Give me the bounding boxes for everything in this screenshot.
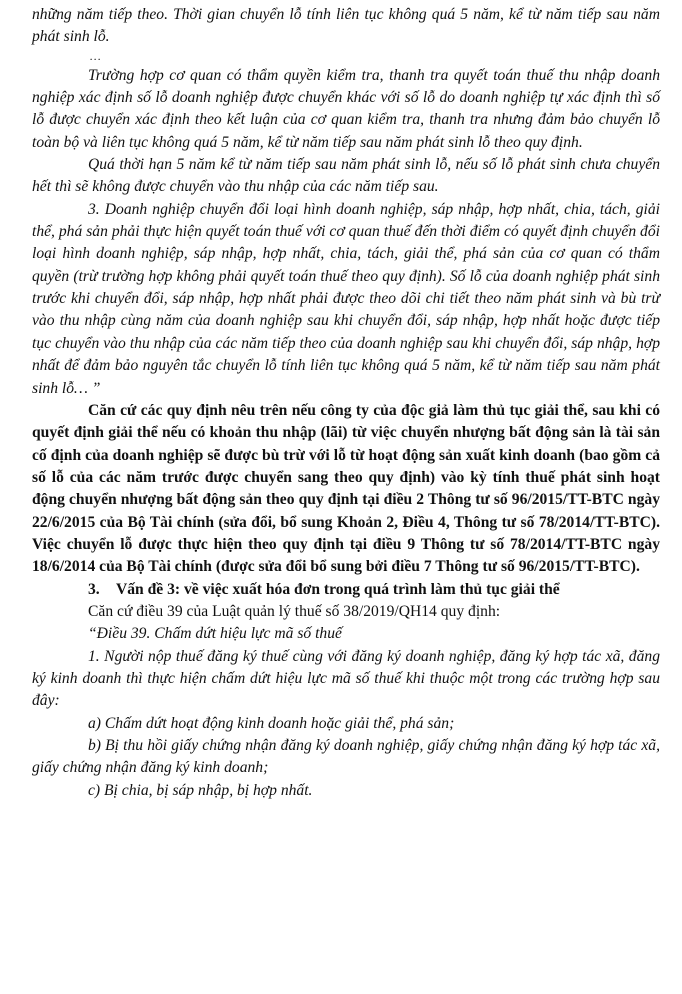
paragraph-conclusion: Căn cứ các quy định nêu trên nếu công ty của độc giả làm thủ tục giải thể, sau khi có quyết định giải thể nếu có khoản thu nhập (lãi) từ việc chuyển nhượng bất động sản là tài sản cố định của doanh nghiệp sẽ được bù trừ với lỗ từ hoạt động sản xuất kinh doanh (bao gồm cả số lỗ của các năm trước được chuyển sang theo quy định) vào kỳ tính thuế phát sinh hoạt động chuyển nhượng bất động sản theo quy định tại điều 2 Thông tư số 96/2015/TT-BTC ngày 22/6/2015 của Bộ Tài chính (sửa đổi, bổ sung Khoản 2, Điều 4, Thông tư số 78/2014/TT-BTC). Việc chuyển lỗ được thực hiện theo quy định tại điều 9 Thông tư số 78/2014/TT-BTC ngày 18/6/2014 của Bộ Tài chính (được sửa đổi bổ sung bởi điều 7 Thông tư số 96/2015/TT-BTC). xyxy=(32,401,660,576)
section-heading-number: 3. xyxy=(88,580,100,598)
article-39-title: “Điều 39. Chấm dứt hiệu lực mã số thuế xyxy=(88,625,342,643)
paragraph-loss-carryforward-end: những năm tiếp theo. Thời gian chuyển lỗ tính liên tục không quá 5 năm, kể từ năm tiếp sau năm phát sinh lỗ. xyxy=(32,6,660,46)
paragraph-conversion-merger: 3. Doanh nghiệp chuyển đổi loại hình doanh nghiệp, sáp nhập, hợp nhất, chia, tách, giải thể, phá sản phải thực hiện quyết toán thuế với cơ quan thuế đến thời điểm có quyết định chuyển đổi loại hình doanh nghiệp, sáp nhập, hợp nhất, chia, tách, giải thể, phá sản của cơ quan có thẩm quyền (trừ trường hợp không phải quyết toán thuế theo quy định). Số lỗ của doanh nghiệp phát sinh trước khi chuyển đổi, sáp nhập, hợp nhất phải được theo dõi chi tiết theo năm phát sinh và bù trừ vào thu nhập cùng năm của doanh nghiệp sau khi chuyển đổi, sáp nhập, hợp nhất hoặc được tiếp tục chuyển vào thu nhập của các năm tiếp theo của doanh nghiệp sau khi chuyển đổi, sáp nhập, hợp nhất để đảm bảo nguyên tắc chuyển lỗ tính liên tục không quá 5 năm, kể từ năm tiếp sau năm phát sinh lỗ… ” xyxy=(32,200,660,397)
article-39-clause-1: 1. Người nộp thuế đăng ký thuế cùng với đăng ký doanh nghiệp, đăng ký hợp tác xã, đăng ký kinh doanh thì thực hiện chấm dứt hiệu lực mã số thuế khi thuộc một trong các trường hợp sau đây: xyxy=(32,647,660,710)
paragraph-legal-basis: Căn cứ điều 39 của Luật quản lý thuế số 38/2019/QH14 quy định: xyxy=(88,602,501,620)
section-heading-issue-3 xyxy=(32,579,660,601)
section-heading-text: Vấn đề 3: về việc xuất hóa đơn trong quá trình làm thủ tục giải thể xyxy=(116,580,560,598)
paragraph-inspection-case: Trường hợp cơ quan có thẩm quyền kiểm tra, thanh tra quyết toán thuế thu nhập doanh nghiệp xác định số lỗ doanh nghiệp được chuyển khác với số lỗ do doanh nghiệp tự xác định thì số lỗ được chuyển xác định theo kết luận của cơ quan kiểm tra, thanh tra nhưng đảm bảo chuyển lỗ toàn bộ và liên tục không quá 5 năm, kể từ năm tiếp sau năm phát sinh lỗ theo quy định. xyxy=(32,66,660,151)
article-39-item-a: a) Chấm dứt hoạt động kinh doanh hoặc giải thể, phá sản; xyxy=(88,714,455,732)
article-39-item-b: b) Bị thu hồi giấy chứng nhận đăng ký doanh nghiệp, giấy chứng nhận đăng ký hợp tác xã, giấy chứng nhận đăng ký kinh doanh; xyxy=(32,737,660,777)
omission-ellipsis: … xyxy=(90,48,101,63)
paragraph-five-year-limit: Quá thời hạn 5 năm kể từ năm tiếp sau năm phát sinh lỗ, nếu số lỗ phát sinh chưa chuyển hết thì sẽ không được chuyển vào thu nhập của các năm tiếp sau. xyxy=(32,156,660,196)
article-39-item-c: c) Bị chia, bị sáp nhập, bị hợp nhất. xyxy=(88,781,313,799)
